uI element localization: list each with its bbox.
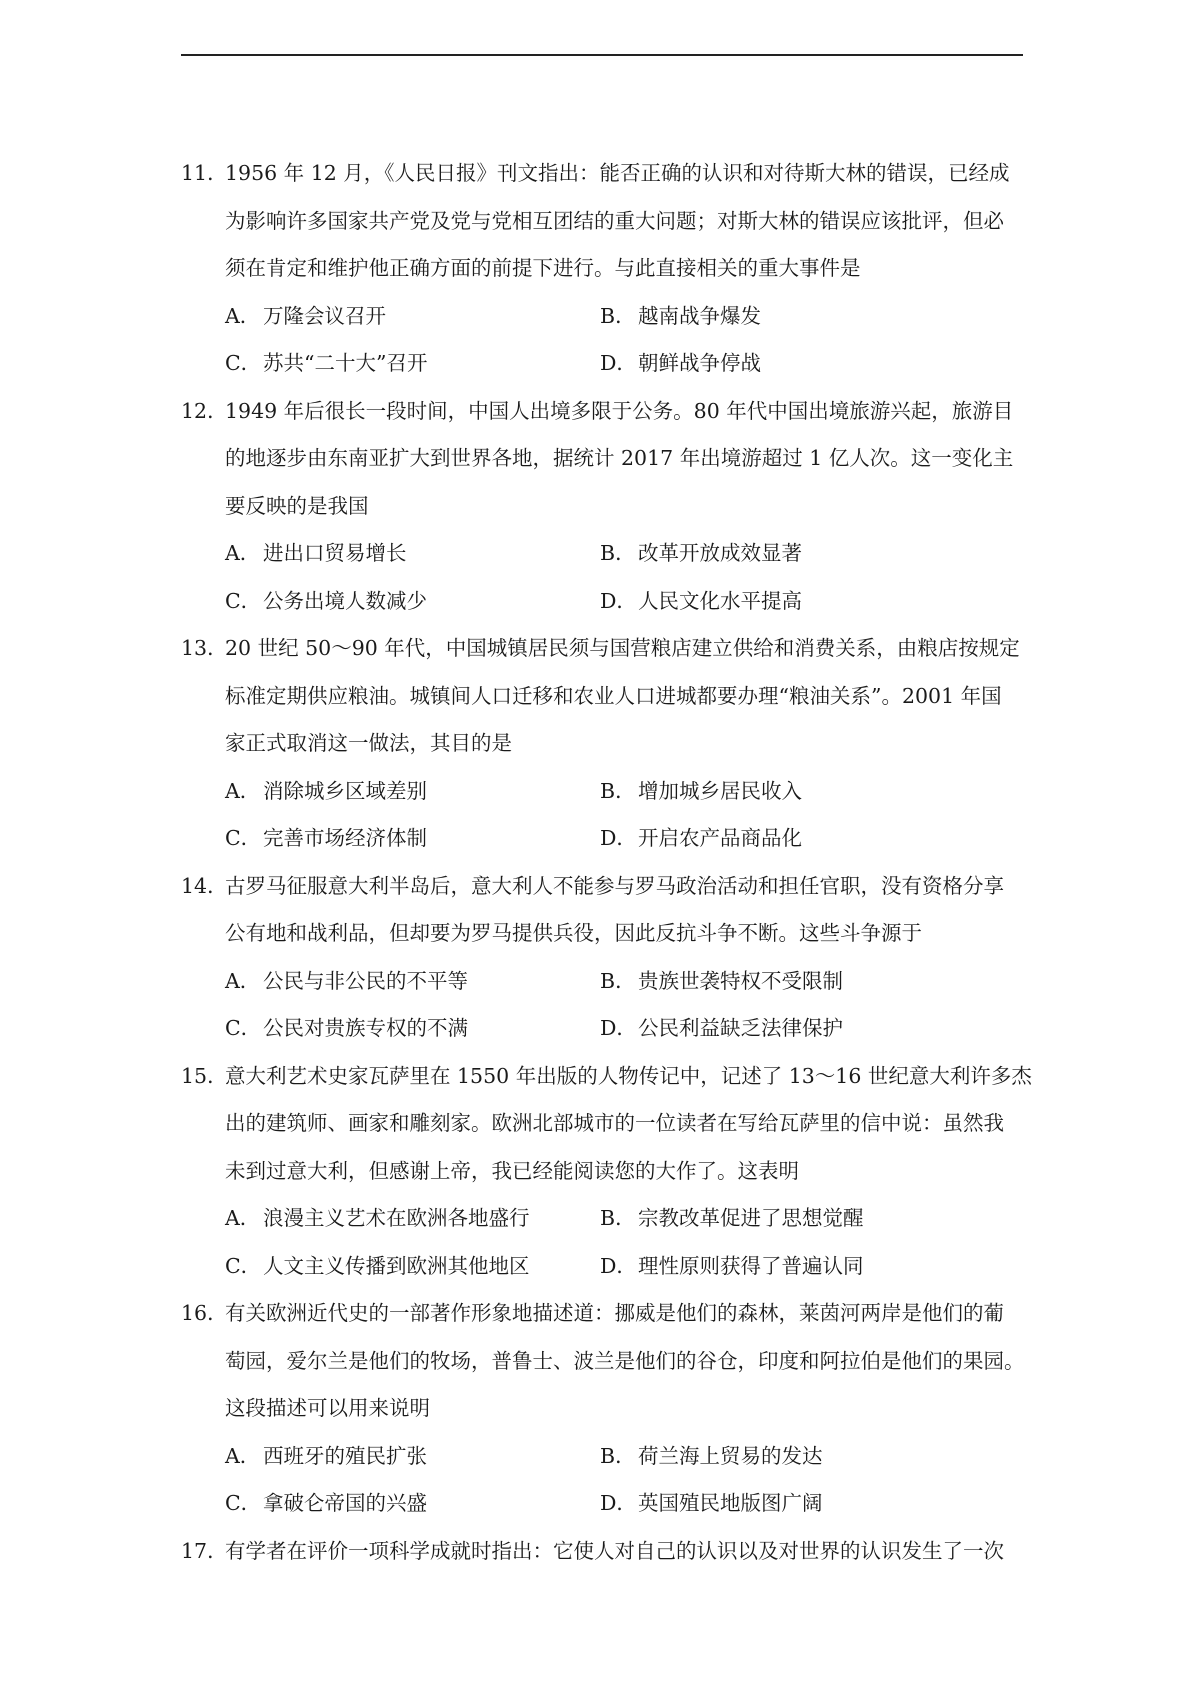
answer-option-c xyxy=(225,1005,468,1053)
question-stem-line xyxy=(181,1053,1032,1101)
option-text: 消除城乡区域差别 xyxy=(263,778,427,803)
question-stem-text: 公有地和战利品，但却要为罗马提供兵役，因此反抗斗争不断。这些斗争源于 xyxy=(225,921,922,945)
option-text: 贵族世袭特权不受限制 xyxy=(638,968,843,993)
option-text: 公务出境人数减少 xyxy=(263,588,427,613)
question-stem-text: 须在肯定和维护他正确方面的前提下进行。与此直接相关的重大事件是 xyxy=(225,256,861,280)
answer-option-b xyxy=(600,293,761,341)
options-row xyxy=(181,815,1026,863)
option-letter: D． xyxy=(600,1253,637,1278)
question-15 xyxy=(181,1053,1032,1291)
question-stem-text: 为影响许多国家共产党及党与党相互团结的重大问题；对斯大林的错误应该批评，但必 xyxy=(225,208,1004,233)
question-14 xyxy=(181,863,1026,1053)
question-number: 16． xyxy=(181,1301,228,1325)
question-stem-line xyxy=(181,625,1026,673)
option-text: 开启农产品商品化 xyxy=(638,826,802,850)
question-stem-text: 有学者在评价一项科学成就时指出：它使人对自己的认识以及对世界的认识发生了一次 xyxy=(225,1538,1004,1563)
answer-option-d xyxy=(600,1243,864,1291)
question-stem-text: 古罗马征服意大利半岛后，意大利人不能参与罗马政治活动和担任官职，没有资格分享 xyxy=(225,873,1004,898)
question-stem-text: 的地逐步由东南亚扩大到世界各地，据统计 2017 年出境游超过 1 亿人次。这一变化主 xyxy=(225,446,1014,470)
option-letter: B． xyxy=(600,1443,636,1468)
answer-option-c xyxy=(225,1243,530,1291)
options-row xyxy=(181,1195,1026,1243)
options-row xyxy=(181,1243,1026,1291)
option-letter: C． xyxy=(225,588,262,613)
options-row xyxy=(181,958,1026,1006)
question-stem-line xyxy=(181,910,1026,958)
answer-option-d xyxy=(600,578,802,626)
question-17 xyxy=(181,1528,1026,1576)
option-letter: A． xyxy=(225,1206,261,1230)
option-text: 浪漫主义艺术在欧洲各地盛行 xyxy=(263,1206,530,1230)
question-stem-text: 20 世纪 50～90 年代，中国城镇居民须与国营粮店建立供给和消费关系，由粮店按规定 xyxy=(225,636,1020,660)
option-letter: A． xyxy=(225,778,261,803)
option-letter: C． xyxy=(225,826,262,850)
question-13 xyxy=(181,625,1026,863)
options-row xyxy=(181,293,1026,341)
question-number: 12． xyxy=(181,398,228,423)
option-text: 朝鲜战争停战 xyxy=(638,351,761,375)
answer-option-a xyxy=(225,530,407,578)
answer-option-a xyxy=(225,768,427,816)
option-text: 公民利益缺乏法律保护 xyxy=(638,1016,843,1040)
question-stem-text: 有关欧洲近代史的一部著作形象地描述道：挪威是他们的森林，莱茵河两岸是他们的葡 xyxy=(225,1301,1004,1325)
question-number: 11． xyxy=(181,161,228,185)
option-letter: B． xyxy=(600,303,636,328)
option-text: 公民对贵族专权的不满 xyxy=(263,1016,468,1040)
question-stem-line xyxy=(181,483,1026,531)
answer-option-b xyxy=(600,1433,823,1481)
question-stem-text: 意大利艺术史家瓦萨里在 1550 年出版的人物传记中，记述了 13～16 世纪意大利许多杰 xyxy=(225,1063,1032,1088)
option-letter: A． xyxy=(225,1443,261,1468)
option-letter: C． xyxy=(225,1016,262,1040)
options-row xyxy=(181,340,1026,388)
question-list xyxy=(181,150,1032,1575)
question-number: 17． xyxy=(181,1538,228,1563)
answer-option-a xyxy=(225,293,386,341)
question-stem-line xyxy=(181,673,1026,721)
answer-option-b xyxy=(600,768,802,816)
answer-option-b xyxy=(600,958,843,1006)
option-letter: D． xyxy=(600,1016,637,1040)
answer-option-b xyxy=(600,1195,864,1243)
question-stem-line xyxy=(181,863,1026,911)
option-text: 理性原则获得了普遍认同 xyxy=(638,1253,864,1278)
question-stem-line xyxy=(181,1290,1026,1338)
option-text: 公民与非公民的不平等 xyxy=(263,968,468,993)
options-row xyxy=(181,578,1026,626)
option-text: 完善市场经济体制 xyxy=(263,826,427,850)
question-11 xyxy=(181,150,1026,388)
option-text: 人文主义传播到欧洲其他地区 xyxy=(263,1253,530,1278)
option-letter: D． xyxy=(600,588,637,613)
option-text: 越南战争爆发 xyxy=(638,303,761,328)
question-stem-line xyxy=(181,198,1026,246)
option-text: 进出口贸易增长 xyxy=(263,541,407,565)
question-stem-text: 1949 年后很长一段时间，中国人出境多限于公务。80 年代中国出境旅游兴起，旅游目 xyxy=(225,398,1014,423)
option-text: 万隆会议召开 xyxy=(263,303,386,328)
question-stem-line xyxy=(181,435,1026,483)
option-text: 苏共“二十大”召开 xyxy=(263,351,428,375)
question-stem-line xyxy=(181,245,1026,293)
answer-option-a xyxy=(225,1433,427,1481)
option-letter: B． xyxy=(600,541,636,565)
answer-option-d xyxy=(600,1005,843,1053)
options-row xyxy=(181,530,1026,578)
question-number: 13． xyxy=(181,636,228,660)
question-12 xyxy=(181,388,1026,626)
question-stem-text: 萄园，爱尔兰是他们的牧场，普鲁士、波兰是他们的谷仓，印度和阿拉伯是他们的果园。 xyxy=(225,1348,1025,1373)
option-letter: C． xyxy=(225,1253,262,1278)
question-number: 14． xyxy=(181,873,228,898)
question-stem-line xyxy=(181,1100,1026,1148)
question-stem-line xyxy=(181,388,1026,436)
option-text: 改革开放成效显著 xyxy=(638,541,802,565)
question-stem-line xyxy=(181,1338,1026,1386)
options-row xyxy=(181,768,1026,816)
option-letter: A． xyxy=(225,303,261,328)
option-letter: D． xyxy=(600,351,637,375)
option-letter: B． xyxy=(600,778,636,803)
option-text: 拿破仑帝国的兴盛 xyxy=(263,1491,427,1515)
answer-option-c xyxy=(225,815,427,863)
answer-option-a xyxy=(225,1195,530,1243)
question-stem-line xyxy=(181,1528,1026,1576)
answer-option-b xyxy=(600,530,802,578)
question-stem-line xyxy=(181,720,1026,768)
answer-option-d xyxy=(600,815,802,863)
option-text: 人民文化水平提高 xyxy=(638,588,802,613)
option-letter: D． xyxy=(600,826,637,850)
option-letter: C． xyxy=(225,351,262,375)
question-stem-line xyxy=(181,1385,1026,1433)
options-row xyxy=(181,1005,1026,1053)
option-letter: A． xyxy=(225,968,261,993)
options-row xyxy=(181,1433,1026,1481)
option-text: 增加城乡居民收入 xyxy=(638,778,802,803)
option-letter: C． xyxy=(225,1491,262,1515)
question-stem-text: 要反映的是我国 xyxy=(225,493,369,518)
question-stem-line xyxy=(181,1148,1026,1196)
answer-option-a xyxy=(225,958,468,1006)
option-letter: D． xyxy=(600,1491,637,1515)
question-stem-text: 未到过意大利，但感谢上帝，我已经能阅读您的大作了。这表明 xyxy=(225,1158,799,1183)
answer-option-c xyxy=(225,578,427,626)
option-letter: A． xyxy=(225,541,261,565)
answer-option-d xyxy=(600,1480,823,1528)
question-stem-text: 1956 年 12 月，《人民日报》刊文指出：能否正确的认识和对待斯大林的错误，已经成 xyxy=(225,161,1010,185)
answer-option-c xyxy=(225,1480,427,1528)
question-stem-text: 这段描述可以用来说明 xyxy=(225,1396,430,1420)
question-stem-text: 家正式取消这一做法，其目的是 xyxy=(225,731,512,755)
option-text: 西班牙的殖民扩张 xyxy=(263,1443,427,1468)
option-text: 英国殖民地版图广阔 xyxy=(638,1491,823,1515)
question-number: 15． xyxy=(181,1063,228,1088)
option-letter: B． xyxy=(600,968,636,993)
options-row xyxy=(181,1480,1026,1528)
option-letter: B． xyxy=(600,1206,636,1230)
option-text: 宗教改革促进了思想觉醒 xyxy=(638,1206,864,1230)
answer-option-c xyxy=(225,340,427,388)
question-16 xyxy=(181,1290,1026,1528)
question-stem-line xyxy=(181,150,1026,198)
question-stem-text: 出的建筑师、画家和雕刻家。欧洲北部城市的一位读者在写给瓦萨里的信中说：虽然我 xyxy=(225,1111,1004,1135)
answer-option-d xyxy=(600,340,761,388)
option-text: 荷兰海上贸易的发达 xyxy=(638,1443,823,1468)
question-stem-text: 标准定期供应粮油。城镇间人口迁移和农业人口进城都要办理“粮油关系”。2001 年国 xyxy=(225,683,1002,708)
header-rule xyxy=(181,54,1023,56)
